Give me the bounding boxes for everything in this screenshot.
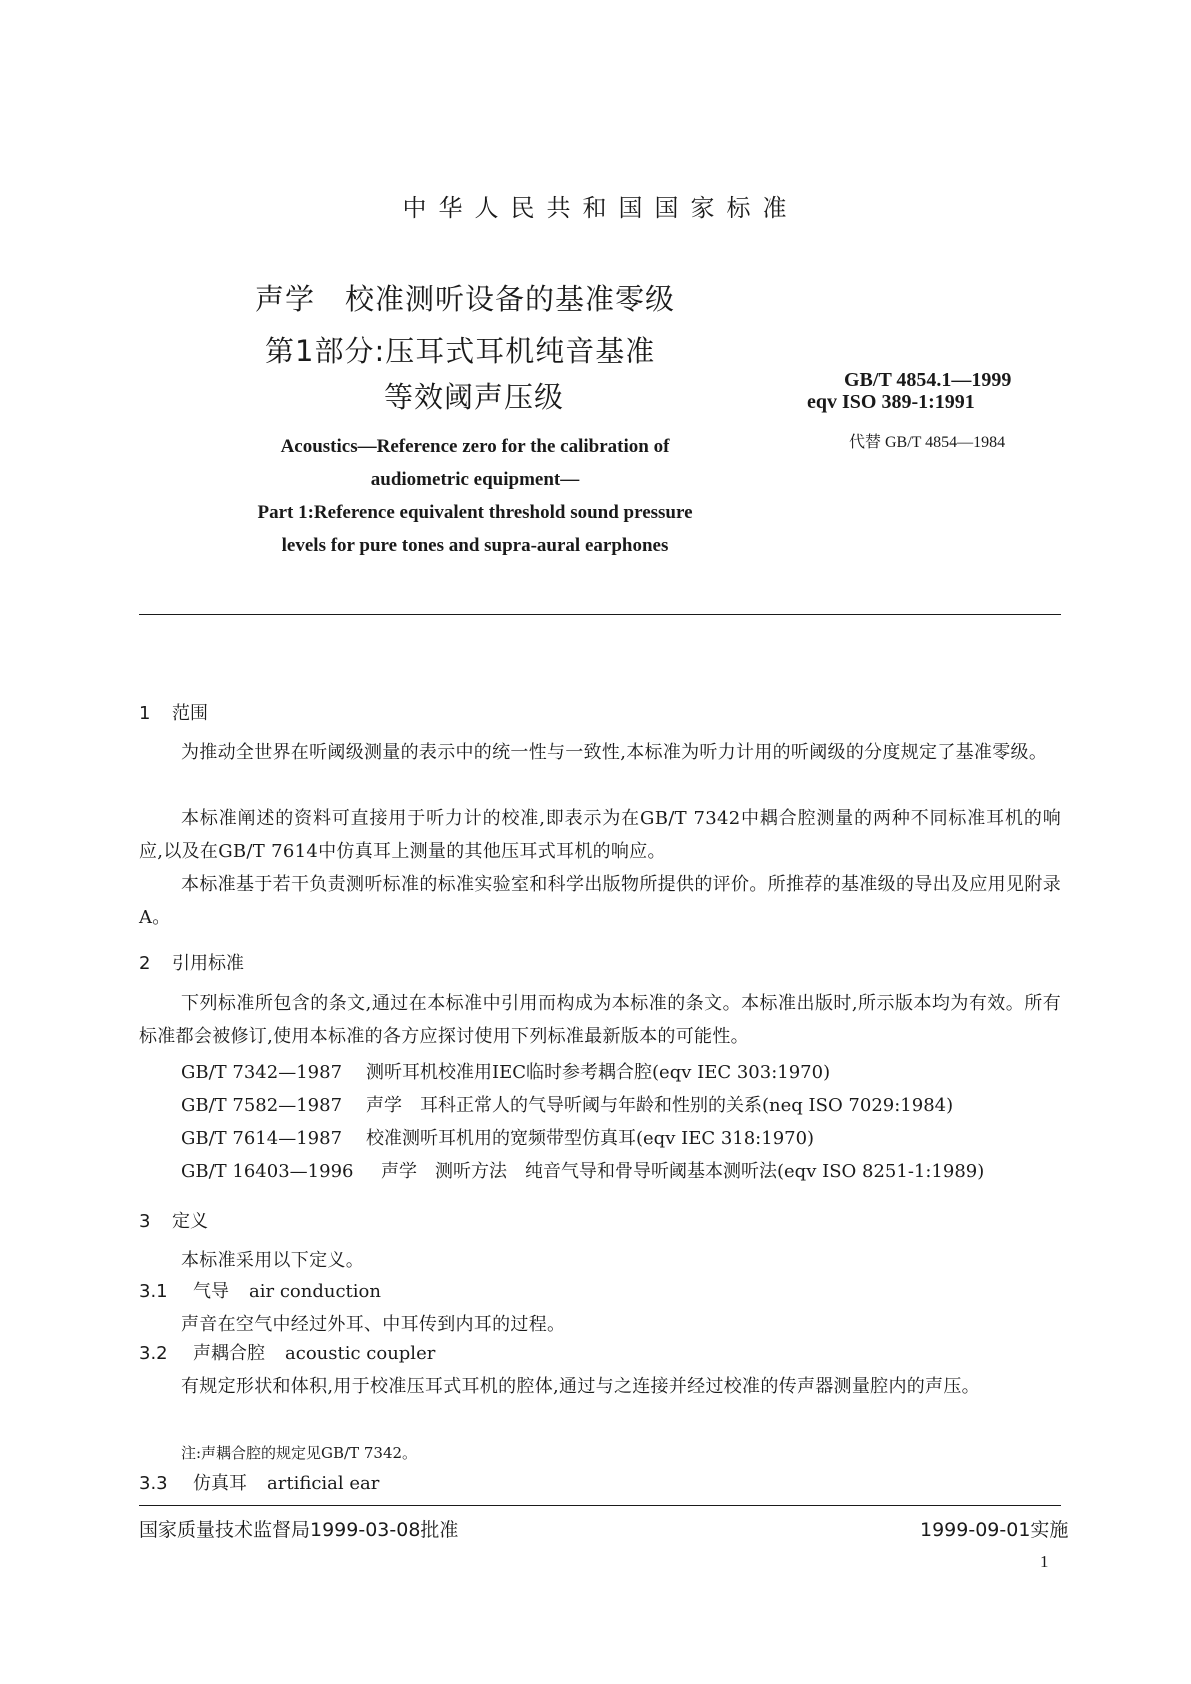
term-3-2 (139, 1339, 435, 1365)
en-title-line-3: Part 1:Reference equivalent threshold sound pressure (257, 502, 693, 523)
cn-title-line-3: 等效阈声压级 (384, 380, 565, 414)
reference-title: 声学 耳科正常人的气导听阈与年龄和性别的关系(neq ISO 7029:1984) (366, 1095, 954, 1116)
reference-code: GB/T 7342—1987 (181, 1062, 343, 1083)
term-3-1-definition: 声音在空气中经过外耳、中耳传到内耳的过程。 (181, 1314, 566, 1335)
term-3-1 (139, 1277, 381, 1303)
reference-title: 测听耳机校准用IEC临时参考耦合腔(eqv IEC 303:1970) (366, 1062, 831, 1083)
term-chinese: 仿真耳 (193, 1473, 247, 1494)
term-english: acoustic coupler (285, 1343, 436, 1364)
term-english: air conduction (249, 1281, 381, 1302)
term-3-2-note: 注:声耦合腔的规定见GB/T 7342。 (181, 1444, 418, 1462)
footer-divider (139, 1505, 1061, 1506)
reference-title: 声学 测听方法 纯音气导和骨导听阈基本测听法(eqv ISO 8251-1:1989) (381, 1161, 985, 1182)
section-1-paragraph-3: 本标准基于若干负责测听标准的标准实验室和科学出版物所提供的评价。所推荐的基准级的导出及应用见附录A。 (139, 874, 1061, 928)
header-divider (139, 614, 1061, 615)
page-number: 1 (1040, 1552, 1049, 1571)
national-standard-title: 中华人民共和国国家标准 (402, 194, 799, 222)
standard-number: GB/T 4854.1—1999 (844, 369, 1012, 391)
reference-item (181, 1124, 814, 1150)
section-3-intro: 本标准采用以下定义。 (181, 1250, 364, 1271)
section-1-paragraph-1: 为推动全世界在听阈级测量的表示中的统一性与一致性,本标准为听力计用的听阈级的分度规定了基准零级。 (181, 742, 1048, 763)
section-2-heading (139, 949, 244, 975)
section-1-heading (139, 699, 208, 725)
section-title: 范围 (172, 703, 208, 724)
term-chinese: 声耦合腔 (193, 1343, 265, 1364)
reference-item (181, 1091, 953, 1117)
term-number: 3.3 (139, 1473, 168, 1494)
section-3-heading (139, 1207, 208, 1233)
cn-title-line-1: 声学 校准测听设备的基准零级 (255, 282, 676, 316)
section-number: 1 (139, 703, 151, 724)
cn-title-line-2: 第1部分:压耳式耳机纯音基准 (265, 334, 656, 368)
standard-replaces: 代替 GB/T 4854—1984 (849, 434, 1006, 451)
section-number: 2 (139, 953, 151, 974)
term-3-3 (139, 1469, 379, 1495)
term-chinese: 气导 (193, 1281, 229, 1302)
reference-item (181, 1157, 984, 1183)
en-title-line-2: audiometric equipment— (370, 469, 580, 490)
reference-title: 校准测听耳机用的宽频带型仿真耳(eqv IEC 318:1970) (366, 1128, 815, 1149)
section-title: 引用标准 (172, 953, 244, 974)
section-number: 3 (139, 1211, 151, 1232)
reference-code: GB/T 7582—1987 (181, 1095, 343, 1116)
section-1-paragraph-2: 本标准阐述的资料可直接用于听力计的校准,即表示为在GB/T 7342中耦合腔测量的两种不同标准耳机的响应,以及在GB/T 7614中仿真耳上测量的其他压耳式耳机的响应。 (139, 808, 1061, 862)
term-english: artificial ear (267, 1473, 380, 1494)
term-number: 3.2 (139, 1343, 168, 1364)
approval-statement: 国家质量技术监督局1999-03-08批准 (139, 1519, 459, 1541)
term-number: 3.1 (139, 1281, 168, 1302)
term-3-2-definition: 有规定形状和体积,用于校准压耳式耳机的腔体,通过与之连接并经过校准的传声器测量腔内的声压。 (181, 1376, 980, 1397)
reference-item (181, 1058, 830, 1084)
english-title (210, 430, 740, 562)
section-2-paragraph-1: 下列标准所包含的条文,通过在本标准中引用而构成为本标准的条文。本标准出版时,所示版本均为有效。所有标准都会被修订,使用本标准的各方应探讨使用下列标准最新版本的可能性。 (139, 993, 1061, 1047)
standard-equivalent: eqv ISO 389-1:1991 (807, 391, 975, 413)
reference-code: GB/T 7614—1987 (181, 1128, 343, 1149)
effective-date: 1999-09-01实施 (920, 1519, 1069, 1541)
reference-code: GB/T 16403—1996 (181, 1161, 354, 1182)
en-title-line-1: Acoustics—Reference zero for the calibration of (280, 436, 670, 457)
section-title: 定义 (172, 1211, 208, 1232)
en-title-line-4: levels for pure tones and supra-aural earphones (281, 535, 669, 556)
